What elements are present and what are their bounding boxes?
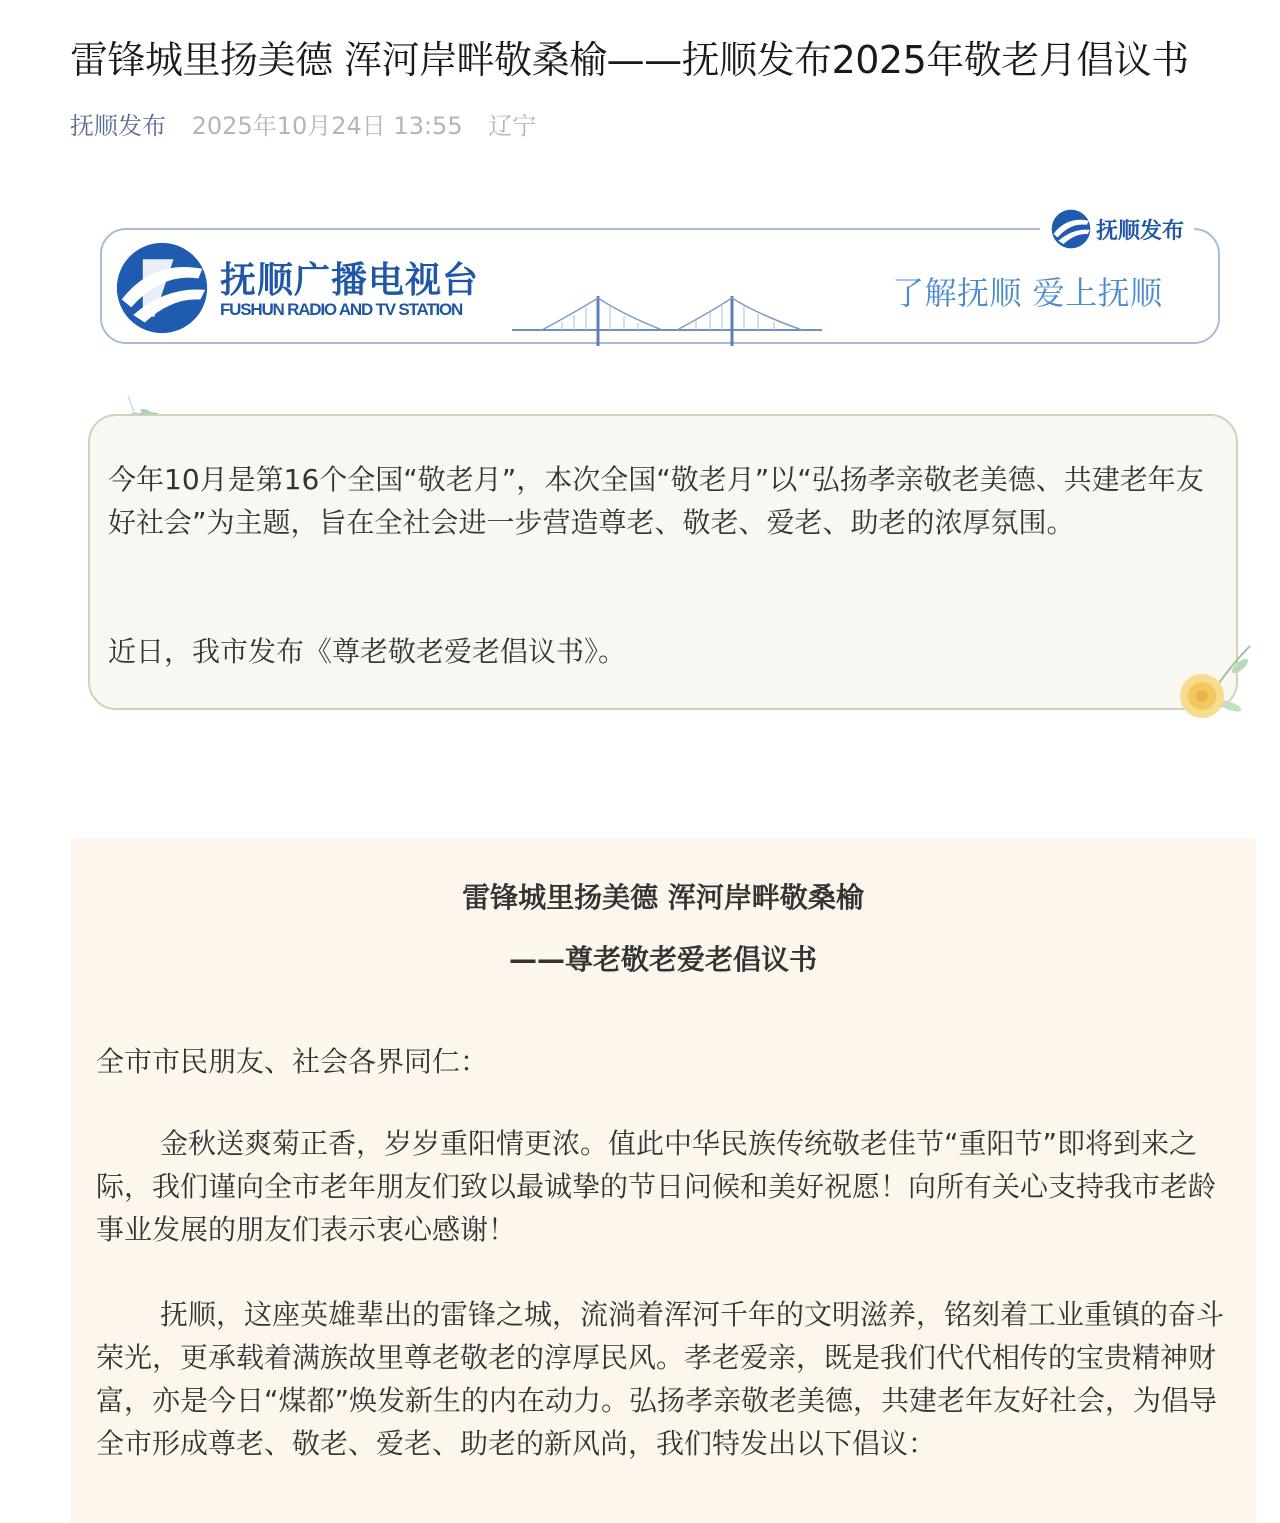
station-name: 抚顺广播电视台 [220, 260, 480, 301]
banner-tag [1040, 206, 1194, 252]
chrysanthemum-decoration-icon [1160, 636, 1260, 732]
article-meta [70, 110, 536, 142]
author-link[interactable]: 抚顺发布 [70, 112, 166, 140]
intro-paragraph: 今年10月是第16个全国“敬老月”，本次全国“敬老月”以“弘扬孝亲敬老美德、共建老年友好社会”为主题，旨在全社会进一步营造尊老、敬老、爱老、助老的浓厚氛围。 [108, 463, 1204, 539]
letter-salutation: 全市市民朋友、社会各界同仁： [96, 1045, 489, 1078]
letter-heading: 雷锋城里扬美德 浑河岸畔敬桑榆 [462, 881, 864, 914]
banner-tag-label: 抚顺发布 [1096, 218, 1185, 244]
station-logo-icon [114, 240, 210, 336]
bridge-illustration-icon [512, 290, 822, 346]
station-name-en: FUSHUN RADIO AND TV STATION [220, 300, 463, 319]
banner-slogan: 了解抚顺 爱上抚顺 [892, 274, 1163, 312]
intro-box [88, 414, 1238, 710]
intro-paragraph: 近日，我市发布《尊老敬老爱老倡议书》。 [108, 635, 627, 668]
publish-location: 辽宁 [488, 112, 537, 140]
letter-paragraph: 抚顺，这座英雄辈出的雷锋之城，流淌着浑河千年的文明滋养，铭刻着工业重镇的奋斗荣光，更承载着满族故里尊老敬老的淳厚民风。孝老爱亲，既是我们代代相传的宝贵精神财富，亦是今日“煤都”焕发新生的内在动力。弘扬孝亲敬老美德，共建老年友好社会，为倡导全市形成尊老、敬老、爱老、助老的新风尚，我们特发出以下倡议： [96, 1298, 1225, 1460]
letter-paragraph: 金秋送爽菊正香，岁岁重阳情更浓。值此中华民族传统敬老佳节“重阳节”即将到来之际，我们谨向全市老年朋友们致以最诚挚的节日问候和美好祝愿！向所有关心支持我市老龄事业发展的朋友们表示衷心感谢！ [96, 1127, 1217, 1246]
letter-subheading: ——尊老敬老爱老倡议书 [508, 943, 817, 976]
article-title: 雷锋城里扬美德 浑河岸畔敬桑榆——抚顺发布2025年敬老月倡议书 [70, 38, 1189, 82]
fushun-fabu-logo-icon [1050, 208, 1092, 250]
publish-date: 2025年10月24日 13:55 [191, 112, 463, 140]
proposal-letter [70, 838, 1256, 1523]
